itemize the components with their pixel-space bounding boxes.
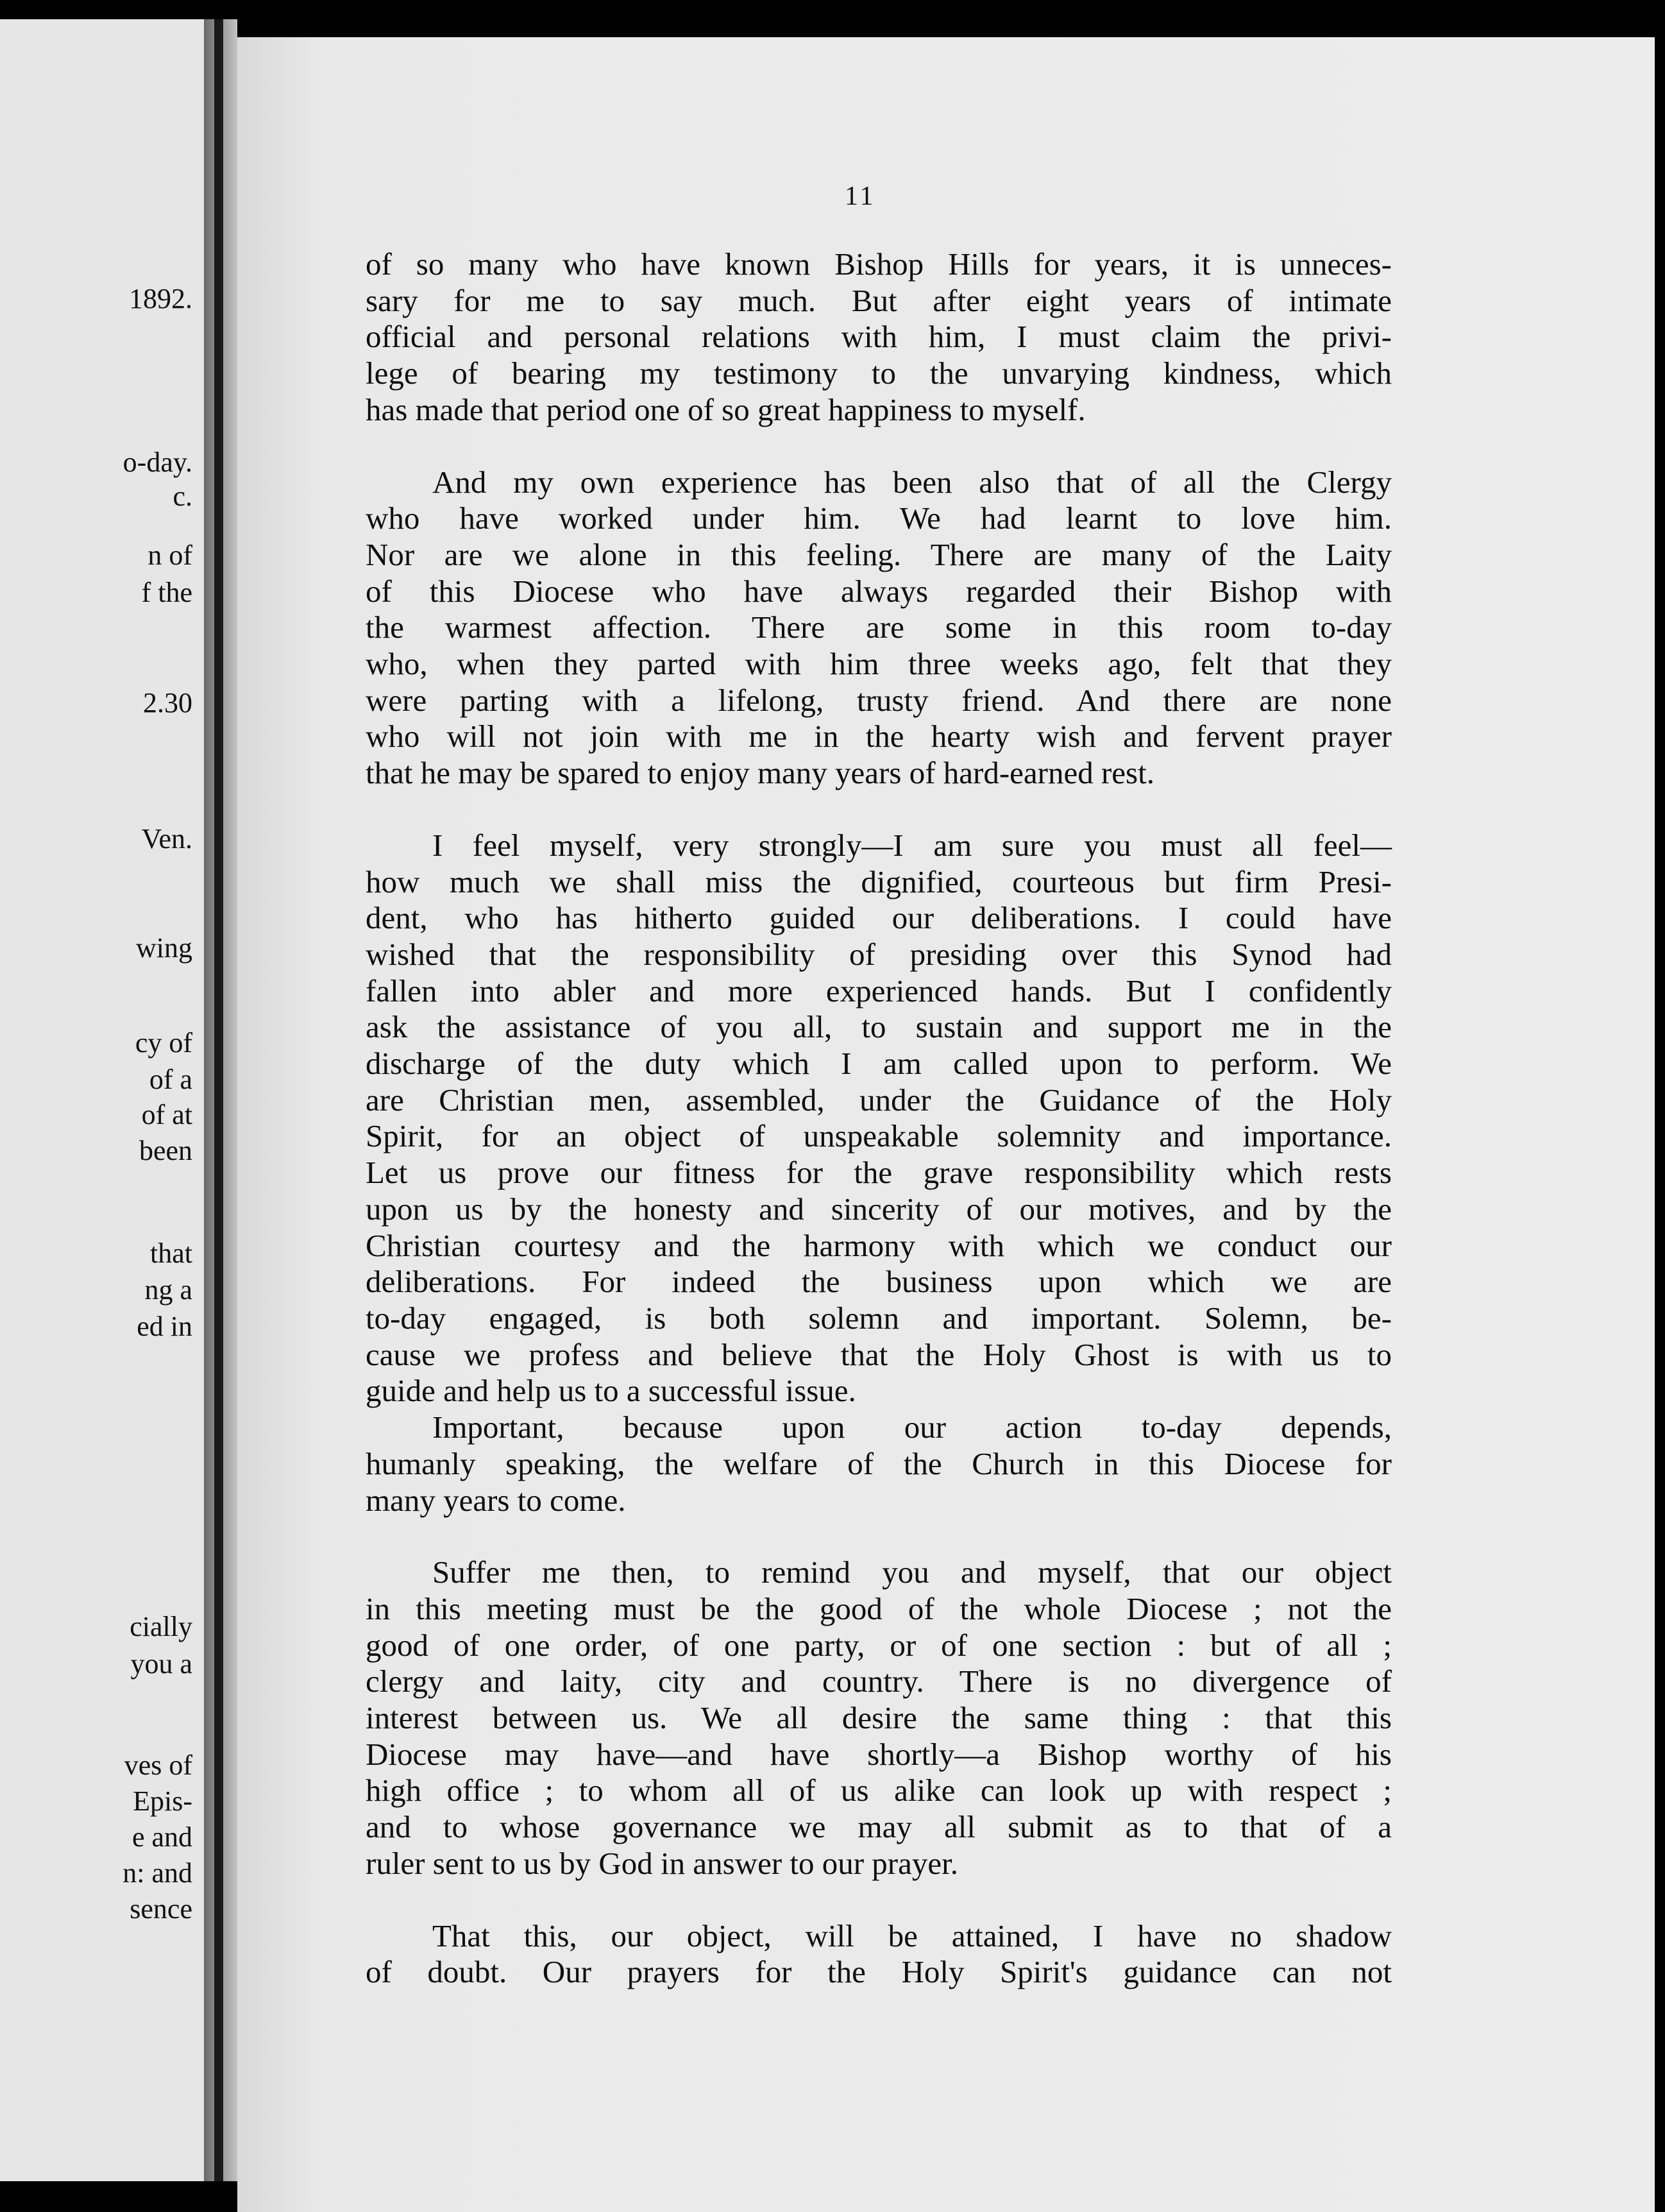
text-line: lege of bearing my testimony to the unvarying kindness, which (366, 355, 1392, 391)
facing-page-text: that (150, 1238, 192, 1269)
text-line: interest between us. We all desire the same thing : that this (366, 1700, 1392, 1736)
facing-page-text: ng a (144, 1274, 192, 1306)
text-line: official and personal relations with him, I must claim the privi- (366, 319, 1392, 355)
paragraph (366, 1409, 1392, 1519)
text-line: of so many who have known Bishop Hills for years, it is unneces- (366, 246, 1392, 282)
text-line: and to whose governance we may all submit as to that of a (366, 1809, 1392, 1845)
facing-page-text: of at (141, 1099, 192, 1130)
paragraph (366, 1918, 1392, 1991)
paragraph (366, 828, 1392, 1409)
facing-page-text: ed in (137, 1311, 192, 1342)
text-line: were parting with a lifelong, trusty friend. And there are none (366, 682, 1392, 718)
paragraph (366, 464, 1392, 792)
text-line: that he may be spared to enjoy many years of hard-earned rest. (366, 755, 1154, 791)
facing-page-fragment (0, 19, 204, 2181)
facing-page-text: 2.30 (143, 687, 192, 719)
facing-page-text: cially (130, 1611, 192, 1642)
text-line: high office ; to whom all of us alike can look up with respect ; (366, 1773, 1392, 1808)
text-line: in this meeting must be the good of the whole Diocese ; not the (366, 1590, 1392, 1626)
text-line: to-day engaged, is both solemn and important. Solemn, be- (366, 1300, 1392, 1336)
facing-page-text: Ven. (141, 823, 192, 855)
text-line: who have worked under him. We had learnt to love him. (366, 500, 1392, 536)
text-line: I feel myself, very strongly—I am sure you must all feel— (432, 827, 1392, 863)
facing-page-text: cy of (135, 1027, 192, 1059)
facing-page-text: e and (131, 1821, 192, 1853)
text-line: guide and help us to a successful issue. (366, 1373, 856, 1409)
text-line: clergy and laity, city and country. There is no divergence of (366, 1663, 1392, 1699)
text-line: fallen into abler and more experienced hands. But I confidently (366, 973, 1392, 1008)
text-line: ruler sent to us by God in answer to our prayer. (366, 1845, 958, 1881)
text-line: Diocese may have—and have shortly—a Bishop worthy of his (366, 1736, 1392, 1772)
text-line: Important, because upon our action to-day depends, (432, 1409, 1392, 1445)
text-line: of this Diocese who have always regarded their Bishop with (366, 573, 1392, 609)
paragraph (366, 1554, 1392, 1882)
facing-page-text: Epis- (133, 1785, 192, 1817)
text-line: has made that period one of so great happiness to myself. (366, 391, 1086, 427)
text-line: wished that the responsibility of presiding over this Synod had (366, 936, 1392, 972)
facing-page-text: c. (173, 481, 192, 512)
facing-page-text: 1892. (129, 283, 192, 314)
body-text (366, 246, 1392, 2027)
text-line: many years to come. (366, 1482, 626, 1518)
text-line: upon us by the honesty and sincerity of our motives, and by the (366, 1191, 1392, 1227)
text-line: dent, who has hitherto guided our deliberations. I could have (366, 900, 1392, 936)
text-line: sary for me to say much. But after eight years of intimate (366, 282, 1392, 318)
facing-page-text: sence (130, 1893, 192, 1925)
text-line: That this, our object, will be attained, I have no shadow (432, 1918, 1392, 1953)
page-number: 11 (845, 182, 876, 211)
text-line: cause we profess and believe that the Holy Ghost is with us to (366, 1336, 1392, 1372)
text-line: And my own experience has been also that of all the Clergy (432, 464, 1392, 500)
gutter-shadow (214, 19, 223, 2181)
facing-page-text: been (139, 1135, 192, 1166)
facing-page-text: you a (130, 1648, 192, 1680)
facing-page-text: of a (149, 1064, 192, 1095)
text-line: are Christian men, assembled, under the Guidance of the Holy (366, 1082, 1392, 1118)
text-line: deliberations. For indeed the business upon which we are (366, 1264, 1392, 1300)
facing-page-text: o-day. (123, 447, 192, 478)
text-line: Let us prove our fitness for the grave responsibility which rests (366, 1155, 1392, 1191)
text-line: the warmest affection. There are some in this room to-day (366, 609, 1392, 645)
facing-page-text: wing (136, 932, 192, 964)
text-line: Spirit, for an object of unspeakable solemnity and importance. (366, 1118, 1392, 1154)
text-line: how much we shall miss the dignified, courteous but firm Presi- (366, 864, 1392, 899)
text-line: Nor are we alone in this feeling. There are many of the Laity (366, 536, 1392, 572)
text-line: Christian courtesy and the harmony with which we conduct our (366, 1227, 1392, 1263)
text-line: of doubt. Our prayers for the Holy Spirit's guidance can not (366, 1954, 1392, 1990)
paragraph (366, 246, 1392, 429)
facing-page-text: n of (148, 540, 192, 571)
facing-page-text: ves of (124, 1749, 192, 1781)
text-line: who, when they parted with him three weeks ago, felt that they (366, 646, 1392, 682)
text-line: who will not join with me in the hearty wish and fervent prayer (366, 719, 1392, 754)
text-line: good of one order, of one party, or of one section : but of all ; (366, 1627, 1392, 1663)
text-line: humanly speaking, the welfare of the Church in this Diocese for (366, 1445, 1392, 1481)
text-line: Suffer me then, to remind you and myself, that our object (432, 1554, 1392, 1590)
text-line: ask the assistance of you all, to sustain and support me in the (366, 1009, 1392, 1045)
facing-page-text: f the (141, 577, 192, 608)
text-line: discharge of the duty which I am called upon to perform. We (366, 1046, 1392, 1082)
facing-page-text: n: and (123, 1857, 192, 1889)
